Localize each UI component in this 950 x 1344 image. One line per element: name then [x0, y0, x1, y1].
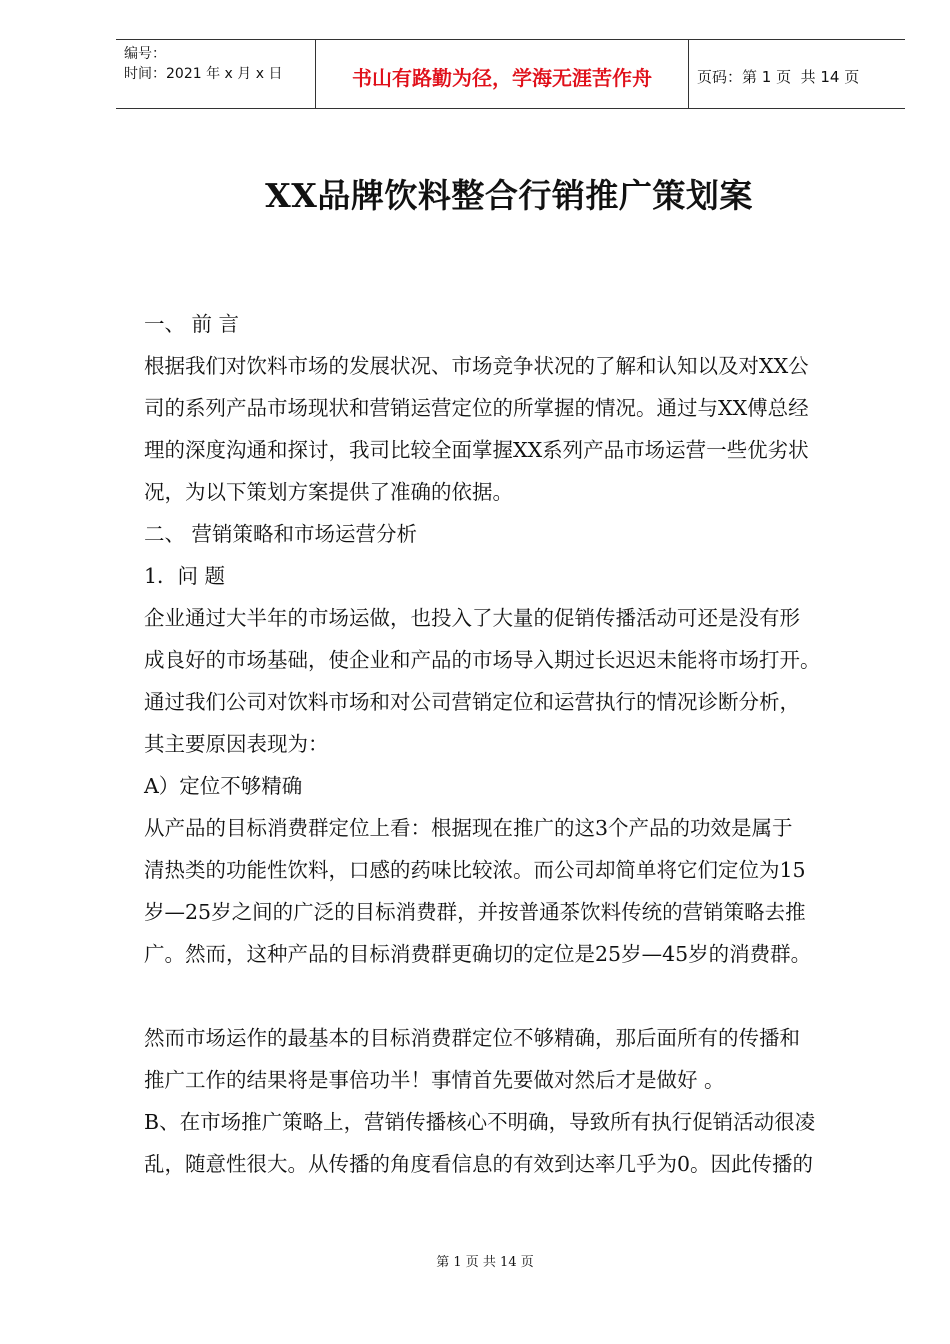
document-title: XX品牌饮料整合行销推广策划案 [265, 176, 753, 215]
body-line: 企业通过大半年的市场运做，也投入了大量的促销传播活动可还是没有形 [144, 606, 800, 630]
body-line: 根据我们对饮料市场的发展状况、市场竞争状况的了解和认知以及对XX公 [144, 354, 809, 378]
body-line: 广。然而，这种产品的目标消费群更确切的定位是25岁—45岁的消费群。 [144, 942, 812, 966]
page-footer: 第 1 页 共 14 页 [436, 1255, 534, 1270]
body-line: 其主要原因表现为： [144, 732, 329, 756]
body-line: B、在市场推广策略上，营销传播核心不明确，导致所有执行促销活动很凌 [144, 1110, 816, 1134]
body-line: 然而市场运作的最基本的目标消费群定位不够精确，那后面所有的传播和 [144, 1026, 800, 1050]
motto-text: 书山有路勤为径，学海无涯苦作舟 [352, 65, 652, 90]
body-line: 通过我们公司对饮料市场和对公司营销定位和运营执行的情况诊断分析， [144, 690, 800, 714]
body-line: 理的深度沟通和探讨，我司比较全面掌握XX系列产品市场运营一些优劣状 [144, 438, 809, 462]
body-line: 1．问 题 [144, 564, 226, 588]
body-line: 乱，随意性很大。从传播的角度看信息的有效到达率几乎为0。因此传播的 [144, 1152, 814, 1176]
page-info-text: 页码：第 1 页 共 14 页 [697, 67, 860, 86]
body-line: 司的系列产品市场现状和营销运营定位的所掌握的情况。通过与XX傅总经 [144, 396, 809, 420]
body-line: 二、 营销策略和市场运营分析 [144, 522, 418, 546]
page-header [116, 39, 905, 109]
body-line: 清热类的功能性饮料，口感的药味比较浓。而公司却简单将它们定位为15 [144, 858, 806, 882]
body-line: 况，为以下策划方案提供了准确的依据。 [144, 480, 513, 504]
header-motto [316, 40, 689, 108]
body-line: 岁—25岁之间的广泛的目标消费群，并按普通茶饮料传统的营销策略去推 [144, 900, 806, 924]
serial-number-label: 编号： [124, 46, 166, 62]
blank-line [144, 975, 884, 1017]
body-line: 成良好的市场基础，使企业和产品的市场导入期过长迟迟未能将市场打开。 [144, 648, 821, 672]
body-line: 从产品的目标消费群定位上看：根据现在推广的这3个产品的功效是属于 [144, 816, 793, 840]
body-line: 一、 前 言 [144, 312, 240, 336]
body-line: A）定位不够精确 [144, 774, 303, 798]
header-meta [116, 40, 316, 108]
body-line: 推广工作的结果将是事倍功半！事情首先要做对然后才是做好 。 [144, 1068, 725, 1092]
document-body [144, 303, 884, 1185]
header-page-info [689, 40, 905, 108]
date-label: 时间：2021 年 x 月 x 日 [124, 66, 283, 82]
